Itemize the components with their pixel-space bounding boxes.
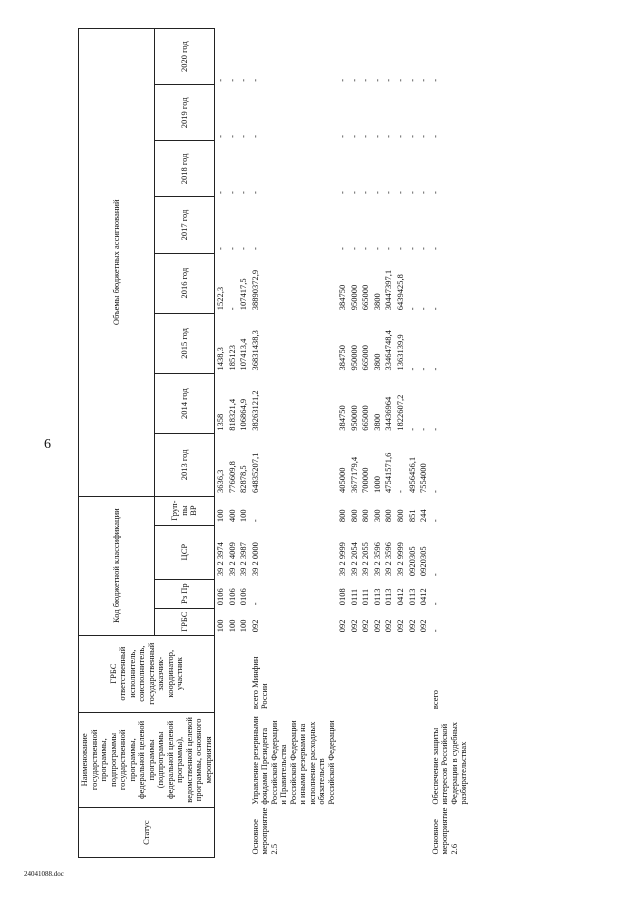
value-cell: 950000 — [348, 345, 359, 371]
value-cell: 3800 — [371, 413, 382, 431]
header-year: 2013 год — [155, 434, 215, 496]
value-cell: 1822607,2 — [394, 394, 405, 431]
value-cell: 818321,4 — [226, 398, 237, 431]
status-cell — [395, 808, 407, 858]
value-cell: 38890372,9 — [249, 269, 260, 311]
value-cell: 36831438,3 — [249, 330, 260, 371]
vr-cell: 300 — [371, 509, 382, 523]
rotated-table-container — [78, 28, 614, 858]
grbs-cell: 092 — [418, 619, 429, 633]
grbs-cell: 092 — [249, 619, 260, 633]
table-row — [407, 29, 419, 858]
rzpr-cell: 0111 — [360, 588, 371, 606]
rzpr-cell: 0113 — [371, 588, 382, 606]
value-cell: - — [429, 427, 440, 431]
value-cell: - — [226, 191, 237, 194]
name-cell — [337, 712, 349, 808]
value-cell: - — [238, 191, 249, 194]
value-cell: - — [337, 247, 348, 251]
name-cell: Обеспечение защиты интересов Российской Федерации в судебных разбирательствах — [429, 721, 469, 805]
value-cell: 106864,9 — [238, 398, 249, 431]
value-cell: 64835207,1 — [249, 452, 260, 494]
value-cell: - — [215, 247, 226, 251]
value-cell: 107417,5 — [238, 278, 249, 311]
header-vr: Груп-пы ВР — [155, 496, 215, 525]
value-cell: - — [348, 191, 359, 194]
rzpr-cell: 0412 — [394, 588, 405, 606]
header-grbs: ГРБС — [155, 608, 215, 635]
rzpr-cell: 0108 — [337, 588, 348, 606]
grbs-cell: - — [429, 629, 440, 633]
value-cell: - — [249, 247, 260, 251]
status-cell: Основное мероприятие 2.6 — [429, 807, 459, 855]
status-cell — [337, 808, 349, 858]
vr-cell: - — [429, 519, 440, 523]
table-row — [349, 29, 361, 858]
value-cell: - — [371, 191, 382, 194]
value-cell: - — [238, 247, 249, 251]
header-csr: ЦСР — [155, 525, 215, 579]
value-cell: - — [406, 191, 417, 194]
table-row — [227, 29, 239, 858]
table-row — [250, 29, 338, 858]
csr-cell: 39 2 2054 — [348, 542, 359, 577]
value-cell: - — [360, 78, 371, 82]
value-cell: - — [429, 490, 440, 494]
vr-cell: 244 — [418, 509, 429, 523]
status-cell — [215, 808, 227, 858]
grbs-label-cell: всего Минфин России — [249, 656, 270, 710]
value-cell: 665000 — [360, 405, 371, 431]
value-cell: - — [418, 135, 429, 138]
header-year: 2020 год — [155, 29, 215, 85]
value-cell: - — [394, 135, 405, 138]
name-cell: Управление резервными фондами Президента Российской Федерации и Правительства Российской Федерации и иными резервами на исполнение расходных обязательств Российской Федерации — [249, 716, 336, 805]
value-cell: 107413,4 — [238, 338, 249, 371]
value-cell: - — [215, 78, 226, 82]
value-cell: - — [215, 135, 226, 138]
name-cell — [215, 712, 227, 808]
grbs-label-cell — [407, 635, 419, 712]
grbs-cell: 092 — [337, 619, 348, 633]
csr-cell: 39 2 0000 — [249, 542, 260, 577]
csr-cell: 39 2 9999 — [337, 542, 348, 577]
value-cell: 405000 — [337, 467, 348, 494]
value-cell: 384750 — [337, 284, 348, 311]
csr-cell: 39 2 3596 — [371, 542, 382, 577]
name-cell — [407, 712, 419, 808]
value-cell: - — [249, 135, 260, 138]
vr-cell: 800 — [360, 509, 371, 523]
value-cell: - — [394, 490, 405, 494]
value-cell: 384750 — [337, 405, 348, 431]
rzpr-cell: - — [249, 602, 260, 606]
vr-cell: 400 — [226, 509, 237, 523]
value-cell: 30447397,1 — [383, 269, 394, 311]
value-cell: - — [360, 191, 371, 194]
value-cell: - — [337, 191, 348, 194]
header-year: 2017 год — [155, 197, 215, 253]
status-cell — [407, 808, 419, 858]
value-cell: - — [226, 135, 237, 138]
grbs-label-cell — [418, 635, 430, 712]
header-grbs-group: ГРБС ответственный исполнитель, соисполнитель, государственный заказчик-координатор, участник — [79, 635, 215, 712]
vr-cell: - — [249, 519, 260, 523]
value-cell: 82878,5 — [238, 465, 249, 494]
value-cell: - — [429, 191, 440, 194]
value-cell: 1363139,9 — [394, 334, 405, 371]
rzpr-cell: 0106 — [215, 588, 226, 606]
name-cell — [395, 712, 407, 808]
grbs-cell: 100 — [238, 619, 249, 633]
rzpr-cell: 0113 — [406, 588, 417, 606]
name-cell — [227, 712, 239, 808]
value-cell: - — [418, 427, 429, 431]
value-cell: 3636,3 — [215, 469, 226, 494]
value-cell: 700000 — [360, 467, 371, 494]
value-cell: - — [238, 135, 249, 138]
value-cell: - — [383, 135, 394, 138]
vr-cell: 851 — [406, 509, 417, 523]
rzpr-cell: 0111 — [348, 588, 359, 606]
value-cell: - — [337, 135, 348, 138]
table-body — [215, 29, 470, 858]
value-cell: - — [429, 307, 440, 311]
vr-cell: 800 — [394, 509, 405, 523]
header-year: 2016 год — [155, 253, 215, 313]
value-cell: - — [394, 78, 405, 82]
header-volumes-group: Объемы бюджетных ассигнований — [79, 29, 155, 497]
grbs-label-cell — [372, 635, 384, 712]
grbs-label-cell — [360, 635, 372, 712]
grbs-label-cell — [395, 635, 407, 712]
header-year: 2019 год — [155, 85, 215, 141]
status-cell — [383, 808, 395, 858]
value-cell: 6439425,8 — [394, 274, 405, 311]
status-cell — [418, 808, 430, 858]
value-cell: - — [383, 78, 394, 82]
value-cell: - — [429, 78, 440, 82]
value-cell: - — [215, 191, 226, 194]
grbs-label-cell — [337, 635, 349, 712]
value-cell: - — [348, 135, 359, 138]
vr-cell: 800 — [348, 509, 359, 523]
table-row — [360, 29, 372, 858]
rzpr-cell: 0106 — [226, 588, 237, 606]
value-cell: - — [249, 191, 260, 194]
grbs-label-cell: всего — [429, 689, 440, 710]
status-cell — [360, 808, 372, 858]
value-cell: 33464748,4 — [383, 330, 394, 371]
value-cell: - — [406, 307, 417, 311]
vr-cell: 800 — [383, 509, 394, 523]
value-cell: 3677179,4 — [348, 456, 359, 494]
value-cell: 1358 — [215, 413, 226, 431]
status-cell: Основное мероприятие 2.5 — [249, 807, 279, 855]
status-cell — [372, 808, 384, 858]
table-row — [372, 29, 384, 858]
value-cell: - — [429, 135, 440, 138]
value-cell: - — [383, 247, 394, 251]
value-cell: - — [360, 135, 371, 138]
name-cell — [349, 712, 361, 808]
value-cell: 1522,3 — [215, 286, 226, 311]
header-code-group: Код бюджетной классификации — [79, 496, 155, 635]
value-cell: - — [406, 78, 417, 82]
value-cell: - — [429, 247, 440, 251]
rzpr-cell: 0113 — [383, 588, 394, 606]
page-number: 6 — [44, 437, 51, 452]
rzpr-cell: 0412 — [418, 588, 429, 606]
name-cell — [418, 712, 430, 808]
value-cell: 384750 — [337, 345, 348, 371]
value-cell: - — [418, 367, 429, 371]
grbs-label-cell — [238, 635, 250, 712]
vr-cell: 800 — [337, 509, 348, 523]
grbs-cell: 092 — [394, 619, 405, 633]
value-cell: - — [249, 78, 260, 82]
header-status: Статус — [79, 808, 215, 858]
value-cell: 1438,3 — [215, 347, 226, 371]
status-cell — [349, 808, 361, 858]
value-cell: 3800 — [371, 353, 382, 371]
value-cell: - — [238, 78, 249, 82]
grbs-label-cell — [227, 635, 239, 712]
grbs-label-cell — [383, 635, 395, 712]
value-cell: - — [337, 78, 348, 82]
value-cell: - — [226, 247, 237, 251]
value-cell: - — [418, 307, 429, 311]
table-row — [395, 29, 407, 858]
table-row — [215, 29, 227, 858]
grbs-cell: 092 — [383, 619, 394, 633]
value-cell: 950000 — [348, 405, 359, 431]
value-cell: - — [360, 247, 371, 251]
grbs-cell: 092 — [360, 619, 371, 633]
value-cell: - — [383, 191, 394, 194]
csr-cell: 39 2 9999 — [394, 542, 405, 577]
status-cell — [227, 808, 239, 858]
value-cell: 665000 — [360, 284, 371, 311]
grbs-label-cell — [215, 635, 227, 712]
value-cell: 950000 — [348, 284, 359, 311]
header-year: 2015 год — [155, 313, 215, 373]
value-cell: 3800 — [371, 293, 382, 311]
name-cell — [383, 712, 395, 808]
name-cell — [238, 712, 250, 808]
value-cell: - — [418, 78, 429, 82]
table-row — [383, 29, 395, 858]
table-row — [238, 29, 250, 858]
value-cell: - — [406, 135, 417, 138]
csr-cell: 39 2 3974 — [215, 542, 226, 577]
rzpr-cell: - — [429, 602, 440, 606]
grbs-cell: 092 — [406, 619, 417, 633]
csr-cell: 39 2 2055 — [360, 542, 371, 577]
name-cell — [372, 712, 384, 808]
header-rzpr: Рз Пр — [155, 579, 215, 608]
value-cell: - — [226, 78, 237, 82]
value-cell: - — [371, 247, 382, 251]
value-cell: - — [406, 247, 417, 251]
table-row — [430, 29, 470, 858]
value-cell: 47541571,6 — [383, 452, 394, 494]
grbs-cell: 100 — [215, 619, 226, 633]
csr-cell: 0920305 — [418, 546, 429, 577]
csr-cell: - — [429, 573, 440, 577]
value-cell: 7554000 — [418, 463, 429, 494]
rzpr-cell: 0106 — [238, 588, 249, 606]
value-cell: - — [371, 78, 382, 82]
header-year: 2014 год — [155, 374, 215, 434]
csr-cell: 39 2 3987 — [238, 542, 249, 577]
grbs-cell: 092 — [371, 619, 382, 633]
value-cell: 776609,8 — [226, 461, 237, 494]
header-name: Наименование государственной программы, подпрограммы государственной программы, федеральной целевой программы (подпрограммы федеральной целевой программы), ведомственной целевой программы, основного мероприятия — [79, 712, 215, 808]
value-cell: - — [394, 247, 405, 251]
value-cell: 1000 — [371, 476, 382, 494]
value-cell: - — [418, 191, 429, 194]
value-cell: - — [226, 307, 237, 311]
value-cell: 185123 — [226, 345, 237, 371]
value-cell: - — [406, 427, 417, 431]
csr-cell: 39 2 3596 — [383, 542, 394, 577]
table-row — [418, 29, 430, 858]
document-reference: 24041088.doc — [24, 870, 64, 878]
name-cell — [360, 712, 372, 808]
value-cell: 4956456,1 — [406, 456, 417, 494]
value-cell: - — [348, 247, 359, 251]
value-cell: 665000 — [360, 345, 371, 371]
budget-table — [78, 28, 470, 858]
csr-cell: 39 2 4009 — [226, 542, 237, 577]
vr-cell: 100 — [215, 509, 226, 523]
grbs-cell: 100 — [226, 619, 237, 633]
grbs-cell: 092 — [348, 619, 359, 633]
vr-cell: 100 — [238, 509, 249, 523]
value-cell: - — [406, 367, 417, 371]
value-cell: - — [371, 135, 382, 138]
value-cell: 34436964 — [383, 396, 394, 431]
value-cell: - — [429, 367, 440, 371]
status-cell — [238, 808, 250, 858]
header-year: 2018 год — [155, 141, 215, 197]
value-cell: - — [418, 247, 429, 251]
grbs-label-cell — [349, 635, 361, 712]
value-cell: - — [394, 191, 405, 194]
table-row — [337, 29, 349, 858]
value-cell: - — [348, 78, 359, 82]
value-cell: 38263121,2 — [249, 390, 260, 431]
csr-cell: 0920305 — [406, 546, 417, 577]
